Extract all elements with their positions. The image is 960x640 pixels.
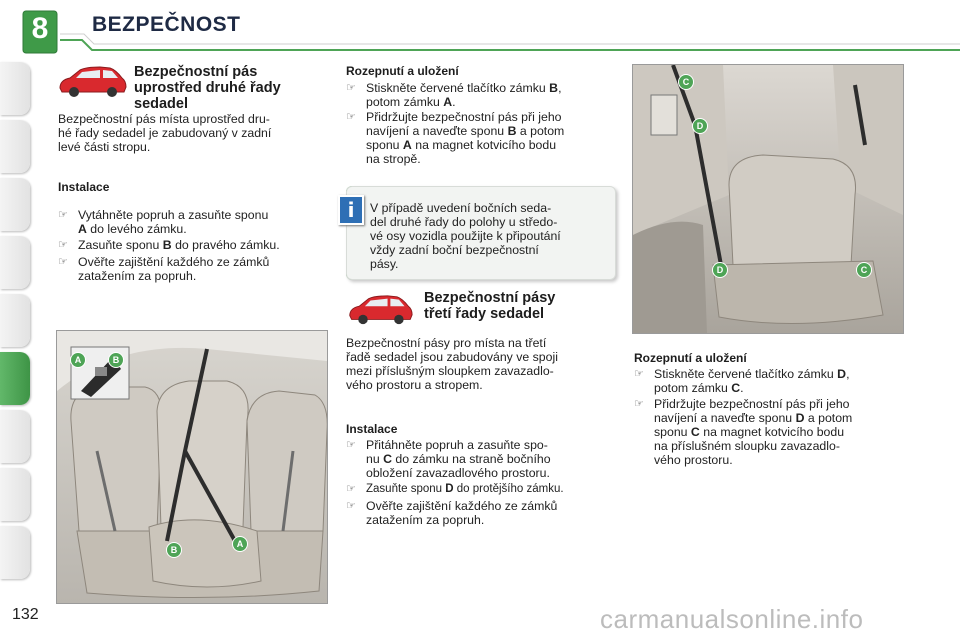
- release1-item-1: ☞ Stiskněte červené tlačítko zámku B, potom zámku A.: [346, 81, 562, 109]
- pointing-hand-icon: ☞: [346, 111, 356, 123]
- side-tab-8[interactable]: [0, 468, 30, 521]
- pointing-hand-icon: ☞: [634, 368, 644, 380]
- release2-item-1: ☞ Stiskněte červené tlačítko zámku D, potom zámku C.: [634, 367, 850, 395]
- photo-right-label-3: D: [712, 262, 728, 278]
- section1-intro: Bezpečnostní pás místa uprostřed dru- hé řady sedadel je zabudovaný v zadní levé části stropu.: [58, 112, 272, 154]
- chapter-number: 8: [31, 12, 49, 45]
- photo-left-label-4: A: [232, 536, 248, 552]
- pointing-hand-icon: ☞: [346, 483, 356, 495]
- pointing-hand-icon: ☞: [634, 398, 644, 410]
- side-tab-3[interactable]: [0, 178, 30, 231]
- side-tab-9[interactable]: [0, 526, 30, 579]
- photo-left-label-1: A: [70, 352, 86, 368]
- side-tab-4[interactable]: [0, 236, 30, 289]
- release1-item-2: ☞ Přidržujte bezpečnostní pás při jeho navíjení a naveďte sponu B a potom sponu A na magnet kotvicího bodu na stropě.: [346, 110, 565, 166]
- pointing-hand-icon: ☞: [58, 209, 68, 221]
- photo-right-label-4: C: [856, 262, 872, 278]
- car-icon: [346, 292, 414, 328]
- section2-intro: Bezpečnostní pásy pro místa na třetí řadě sedadel jsou zabudovány ve spoji mezi příslušným sloupkem zavazadlo- vého prostoru a stropem.: [346, 336, 558, 392]
- info-text: V případě uvedení bočních seda- del druhé řady do polohy u středo- vé osy vozidla použijte k připoutání vždy zadní boční bezpečnostní pásy.: [370, 201, 561, 271]
- car-icon: [56, 64, 128, 100]
- side-tab-7[interactable]: [0, 410, 30, 463]
- section1-heading: Bezpečnostní pás uprostřed druhé řady sedadel: [134, 64, 281, 112]
- section2-install-item-1: ☞ Přitáhněte popruh a zasuňte spo- nu C do zámku na straně bočního obložení zavazadlového prostoru.: [346, 438, 551, 480]
- section1-install-item-2: ☞ Zasuňte sponu B do pravého zámku.: [58, 238, 280, 252]
- photo-second-row-seatbelt: [56, 330, 328, 604]
- pointing-hand-icon: ☞: [58, 239, 68, 251]
- section1-install-item-3: ☞ Ověřte zajištění každého ze zámků zatažením za popruh.: [58, 255, 270, 283]
- pointing-hand-icon: ☞: [58, 256, 68, 268]
- pointing-hand-icon: ☞: [346, 439, 356, 451]
- photo-right-label-2: D: [692, 118, 708, 134]
- section2-install-item-3: ☞ Ověřte zajištění každého ze zámků zatažením za popruh.: [346, 499, 558, 527]
- release2-item-2: ☞ Přidržujte bezpečnostní pás při jeho navíjení a naveďte sponu D a potom sponu C na magnet kotvicího bodu na příslušném sloupku zavazadlo- vého prostoru.: [634, 397, 853, 467]
- pointing-hand-icon: ☞: [346, 500, 356, 512]
- photo-right-label-1: C: [678, 74, 694, 90]
- side-tab-5[interactable]: [0, 294, 30, 347]
- photo-left-label-2: B: [108, 352, 124, 368]
- photo-third-row-seatbelts: [632, 64, 904, 334]
- section2-heading: Bezpečnostní pásy třetí řady sedadel: [424, 290, 556, 322]
- pointing-hand-icon: ☞: [346, 82, 356, 94]
- side-tab-1[interactable]: [0, 62, 30, 115]
- photo-left-label-3: B: [166, 542, 182, 558]
- section2-install-heading: Instalace: [346, 422, 398, 436]
- section1-install-heading: Instalace: [58, 180, 110, 194]
- section2-install-item-2: ☞ Zasuňte sponu D do protějšího zámku.: [346, 483, 564, 495]
- section1-install-item-1: ☞ Vytáhněte popruh a zasuňte sponu A do levého zámku.: [58, 208, 269, 236]
- side-tab-6-active[interactable]: [0, 352, 30, 405]
- release1-heading: Rozepnutí a uložení: [346, 64, 459, 78]
- watermark: carmanualsonline.info: [600, 604, 864, 634]
- side-tab-2[interactable]: [0, 120, 30, 173]
- page-number: 132: [12, 606, 39, 623]
- info-icon: i: [338, 195, 364, 225]
- release2-heading: Rozepnutí a uložení: [634, 351, 747, 365]
- page-title: BEZPEČNOST: [92, 13, 241, 36]
